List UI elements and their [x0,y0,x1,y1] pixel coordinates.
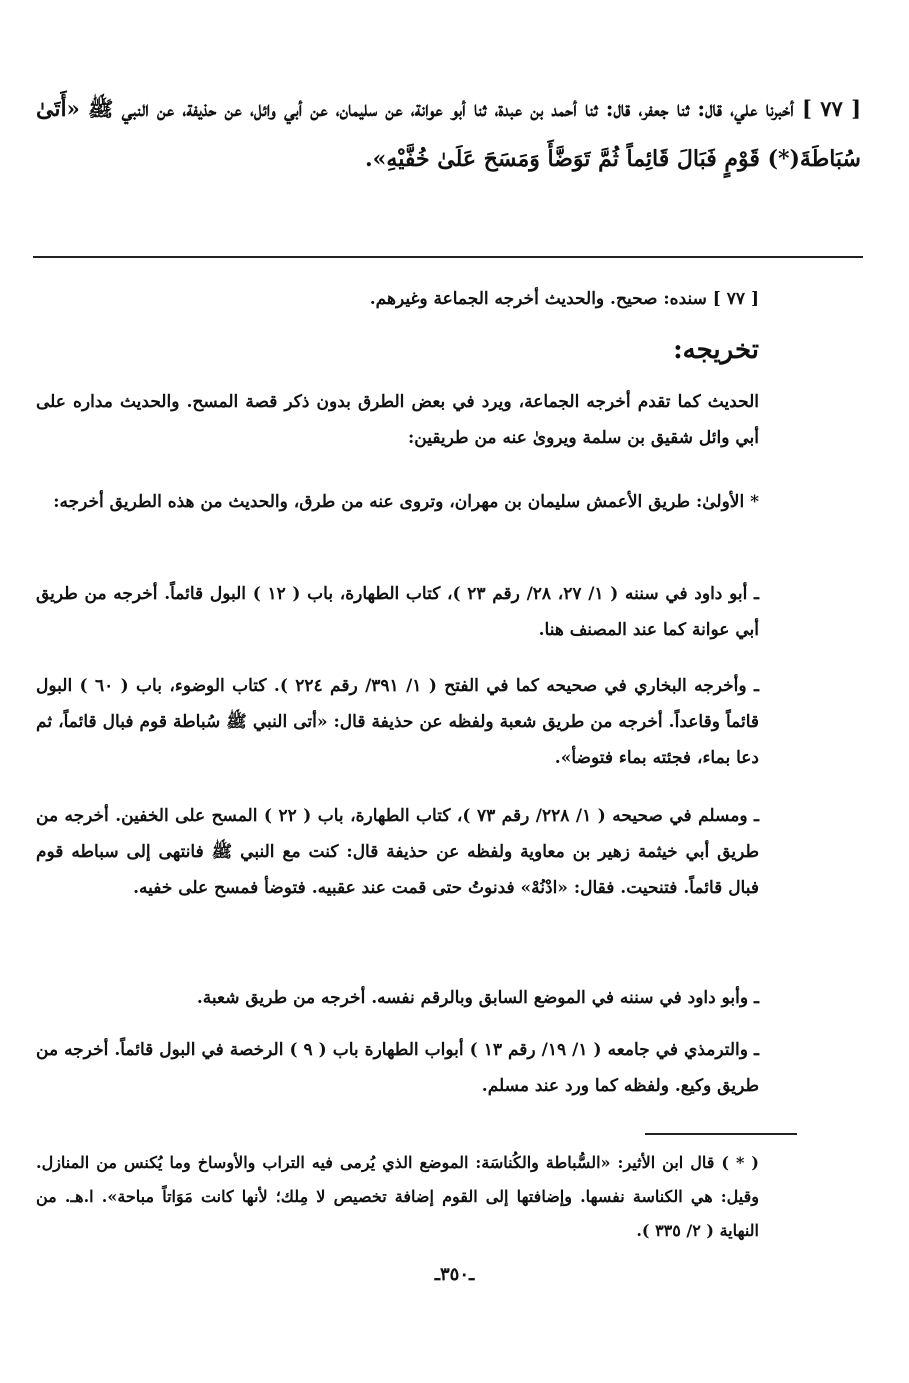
section-divider [33,256,863,258]
hadith-open-quote: « [66,96,80,121]
footnote-divider [645,1133,797,1135]
paragraph-abu-dawud: ـ أبو داود في سننه ( ١/ ٢٧، ٢٨/ رقم ٢٣ )، كتاب الطهارة، باب ( ١٢ ) البول قائماً. أخرجه من طريق أبي عوانة كما عند المصنف هنا. [36,584,759,640]
takhrij-heading: تخريجه: [673,335,759,365]
paragraph-tirmidhi: ـ والترمذي في جامعه ( ١/ ١٩/ رقم ١٣ ) أبواب الطهارة باب ( ٩ ) الرخصة في البول قائماً. أخرجه من طريق وكيع. ولفظه كما ورد عند مسلم. [36,1040,759,1096]
paragraph-first-path: * الأولىٰ: طريق الأعمش سليمان بن مهران، وتروى عنه من طرق، والحديث من هذه الطريق أخرجه: [53,492,759,512]
paragraph-bukhari: ـ وأخرجه البخاري في صحيحه كما في الفتح ( ١/ ٣٩١/ رقم ٢٢٤ ). كتاب الوضوء، باب ( ٦٠ ) البول قائماً وقاعداً. أخرجه من طريق شعبة ولفظه عن حذيفة قال: «أتى النبي ﷺ سُباطة قوم فبال قائماً، ثم دعا بماء، فجئته بماء فتوضأ». [36,676,759,768]
page-number: ـ٣٥٠ـ [434,1264,475,1285]
sanad-note: [ ٧٧ ] سنده: صحيح. والحديث أخرجه الجماعة وغيرهم. [369,289,759,309]
hadith-matn: أَتَىٰ سُبَاطَةَ(*) قَوْمٍ فَبَالَ قَائِماً ثُمَّ تَوَضَّأَ وَمَسَحَ عَلَىٰ خُفَّيْهِ». [36,96,861,172]
hadith-text [36,84,861,184]
footnote: ( * ) قال ابن الأثير: «السُّباطة والكُناسَة: الموضع الذي يُرمى فيه التراب والأوساخ وما يُكنس من المنازل. وقيل: هي الكناسة نفسها. وإضافتها إلى القوم إضافة تخصيص لا مِلك؛ لأنها كانت مَوَاتاً مباحة». ا.هـ. من النهاية ( ٢/ ٣٣٥ ). [36,1153,759,1240]
paragraph-muslim: ـ ومسلم في صحيحه ( ١/ ٢٢٨/ رقم ٧٣ )، كتاب الطهارة، باب ( ٢٢ ) المسح على الخفين. أخرجه من طريق أبي خيثمة زهير بن معاوية ولفظه عن حذيفة قال: كنت مع النبي ﷺ فانتهى إلى سباطه قوم فبال قائماً. فتنحيت. فقال: «ادْنُهْ» فدنوتُ حتى قمت عند عقبيه. فتوضأ فمسح على خفيه. [36,806,759,898]
paragraph-abu-dawud-shuba: ـ وأبو داود في سننه في الموضع السابق وبالرقم نفسه. أخرجه من طريق شعبة. [196,988,759,1008]
hadith-isnad: [ ٧٧ ] أخبرنا علي، قال: ثنا جعفر، قال: ثنا أحمد بن عبدة، ثنا أبو عوانة، عن سليمان، عن أبي وائل، عن حذيفة، عن النبي ﷺ [87,96,862,121]
paragraph-intro: الحديث كما تقدم أخرجه الجماعة، ويرد في بعض الطرق بدون ذكر قصة المسح. والحديث مداره على أبي وائل شقيق بن سلمة ويروىٰ عنه من طريقين: [36,392,759,448]
